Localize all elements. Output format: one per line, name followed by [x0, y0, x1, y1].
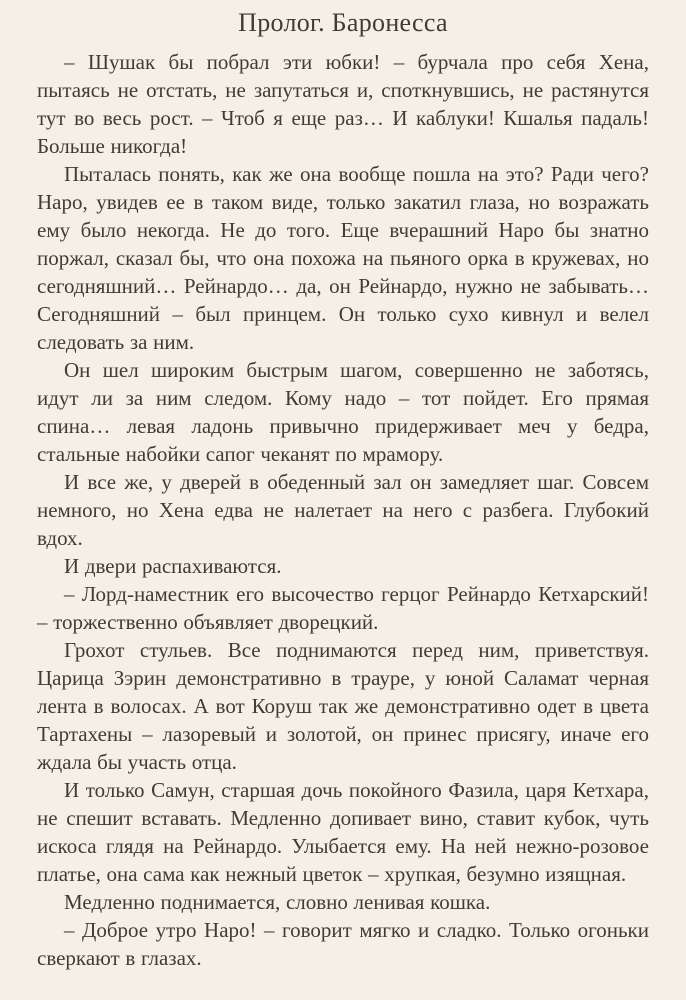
paragraph: – Шушак бы побрал эти юбки! – бурчала про себя Хена, пытаясь не отстать, не запутаться и, споткнувшись, не растянутся тут во весь рост. – Чтоб я еще раз… И каблуки! Кшалья падаль! Больше никогда! — [37, 50, 649, 158]
paragraph: – Лорд-наместник его высочество герцог Рейнардо Кетхарский! – торжественно объявляет дворецкий. — [37, 582, 649, 634]
paragraph: И все же, у дверей в обеденный зал он замедляет шаг. Совсем немного, но Хена едва не налетает на него с разбега. Глубокий вдох. — [37, 470, 649, 550]
paragraph: И двери распахиваются. — [64, 554, 282, 578]
chapter-title: Пролог. Баронесса — [238, 8, 448, 37]
paragraph: И только Самун, старшая дочь покойного Фазила, царя Кетхара, не спешит вставать. Медленно допивает вино, ставит кубок, чуть искоса глядя на Рейнардо. Улыбается ему. На ней нежно-розовое платье, она сама как нежный цветок – хрупкая, безумно изящная. — [37, 778, 649, 886]
paragraph: – Доброе утро Наро! – говорит мягко и сладко. Только огоньки сверкают в глазах. — [37, 918, 649, 970]
paragraph: Медленно поднимается, словно ленивая кошка. — [64, 890, 491, 914]
paragraph: Он шел широким быстрым шагом, совершенно не заботясь, идут ли за ним следом. Кому надо – тот пойдет. Его прямая спина… левая ладонь привычно придерживает меч у бедра, стальные набойки сапог чеканят по мрамору. — [37, 358, 649, 466]
paragraph: Пыталась понять, как же она вообще пошла на это? Ради чего? Наро, увидев ее в таком виде, только закатил глаза, но возражать ему было некогда. Не до того. Еще вчерашний Наро бы знатно поржал, сказал бы, что она похожа на пьяного орка в кружевах, но сегодняшний… Рейнардо… да, он Рейнардо, нужно не забывать… Сегодняшний – был принцем. Он только сухо кивнул и велел следовать за ним. — [37, 162, 649, 354]
paragraph: Грохот стульев. Все поднимаются перед ним, приветствуя. Царица Зэрин демонстративно в трауре, у юной Саламат черная лента в волосах. А вот Коруш так же демонстративно одет в цвета Тартахены – лазоревый и золотой, он принес присягу, иначе его ждала бы участь отца. — [37, 638, 649, 774]
